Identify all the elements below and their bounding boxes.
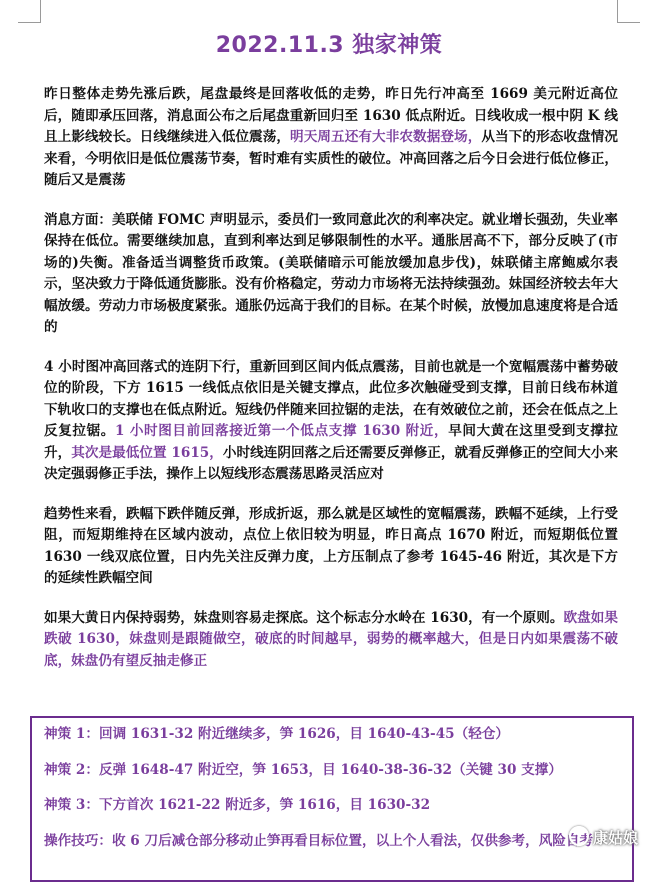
strategy-tips: 操作技巧：收 6 刀后减仓部分移动止笋再看目标位置，以上个人看法，仅供参考，风险自考 — [44, 832, 594, 849]
body-text: 昨日整体走势先涨后跌，尾盘最终是回落收低的走势，昨日先行冲高至 1669 美元附近高位后，随即承压回落，消息面公布之后尾盘重新回归至 1630 低点附近。日线收成一根中阴 K 线且上影线较长。日线继续进入低位震荡， — [44, 86, 618, 145]
body-text: 4 小时图冲高回落式的连阴下行，重新回到区间内低点震荡，目前也就是一个宽幅震荡中蓄势破位的阶段，下方 1615 一线低点依旧是关键支撑点，此位多次触碰受到支撑，目前日线布林道下轨收口的支撑也在低点附近。短线仍伴随来回拉锯的走法，在有效破位之前，还会在低点之上反复拉锯。 — [44, 358, 618, 439]
highlight-text: 明天周五还有大非农数据登场， — [290, 129, 482, 145]
paragraph-4 — [44, 504, 618, 590]
paragraph-3 — [44, 357, 618, 486]
body-text: 从当下的形态收盘情况来看，今明依旧是低位震荡节奏，暂时难有实质性的破位。冲高回落之后今日会进行低位修正，随后又是震荡 — [44, 129, 618, 188]
highlight-text: 其次是最低位置 1615， — [71, 444, 223, 461]
strategy-line-3: 神策 3：下方首次 1621-22 附近多，笋 1616，目 1630-32 — [44, 797, 431, 813]
watermark-text: 康姑娘 — [592, 829, 638, 847]
body-text: 小时线连阴回落之后还需要反弹修正，就看反弹修正的空间大小来决定强弱修正手法，操作上以短线形态震荡思路灵活应对 — [44, 444, 619, 482]
page-corner-mark-right — [617, 0, 640, 23]
strategy-box — [30, 716, 634, 882]
article-body — [44, 84, 618, 690]
paragraph-2 — [44, 210, 618, 339]
strategy-line-2: 神策 2：反弹 1648-47 附近空，笋 1653，目 1640-38-36-32（关键 30 支撑） — [44, 761, 562, 778]
highlight-text: 欧盘如果跌破 1630，妹盘则是跟随做空，破底的时间越早，弱势的概率越大，但是日内如果震荡不破底，妹盘仍有望反抽走修正 — [44, 609, 619, 669]
page-title: 2022.11.3 独家神策 — [215, 33, 443, 58]
highlight-text: 1 小时图目前回落接近第一个低点支撑 1630 附近， — [115, 423, 449, 439]
strategy-line-1: 神策 1：回调 1631-32 附近继续多，笋 1626，目 1640-43-45（轻仓） — [44, 726, 509, 742]
watermark — [569, 826, 638, 848]
body-text: 趋势性来看，跌幅下跌伴随反弹，形成折返，那么就是区域性的宽幅震荡，跌幅不延续，上行受阻，而短期维持在区域内波动，点位上依旧较为明显，昨日高点 1670 附近，而短期低位置 1630 一线双底位置，日内先关注反弹力度，上方压制点了参考 1645-46 附近，其次是下方的延续性跌幅空间 — [44, 505, 618, 586]
body-text: 如果大黄日内保持弱势，妹盘则容易走探底。这个标志分水岭在 1630，有一个原则。 — [44, 609, 564, 626]
paragraph-5 — [44, 608, 618, 673]
body-text: 消息方面：美联储 FOMC 声明显示，委员们一致同意此次的利率决定。就业增长强劲，失业率保持在低位。需要继续加息，直到利率达到足够限制性的水平。通胀居高不下，部分反映了(市场的)失衡。准备适当调整货币政策。(美联储暗示可能放缓加息步伐)，妹联储主席鲍威尔表示，坚决致力于降低通货膨胀。没有价格稳定，劳动力市场将无法持续强劲。妹国经济较去年大幅放缓。劳动力市场极度紧张。通胀仍远高于我们的目标。在某个时候，放慢加息速度将是合适的 — [44, 211, 618, 335]
paragraph-1 — [44, 84, 618, 192]
body-text: 早间大黄在这里受到支撑拉升， — [44, 423, 619, 461]
page-corner-mark-left — [18, 0, 41, 23]
chat-bubble-icon — [569, 826, 589, 846]
